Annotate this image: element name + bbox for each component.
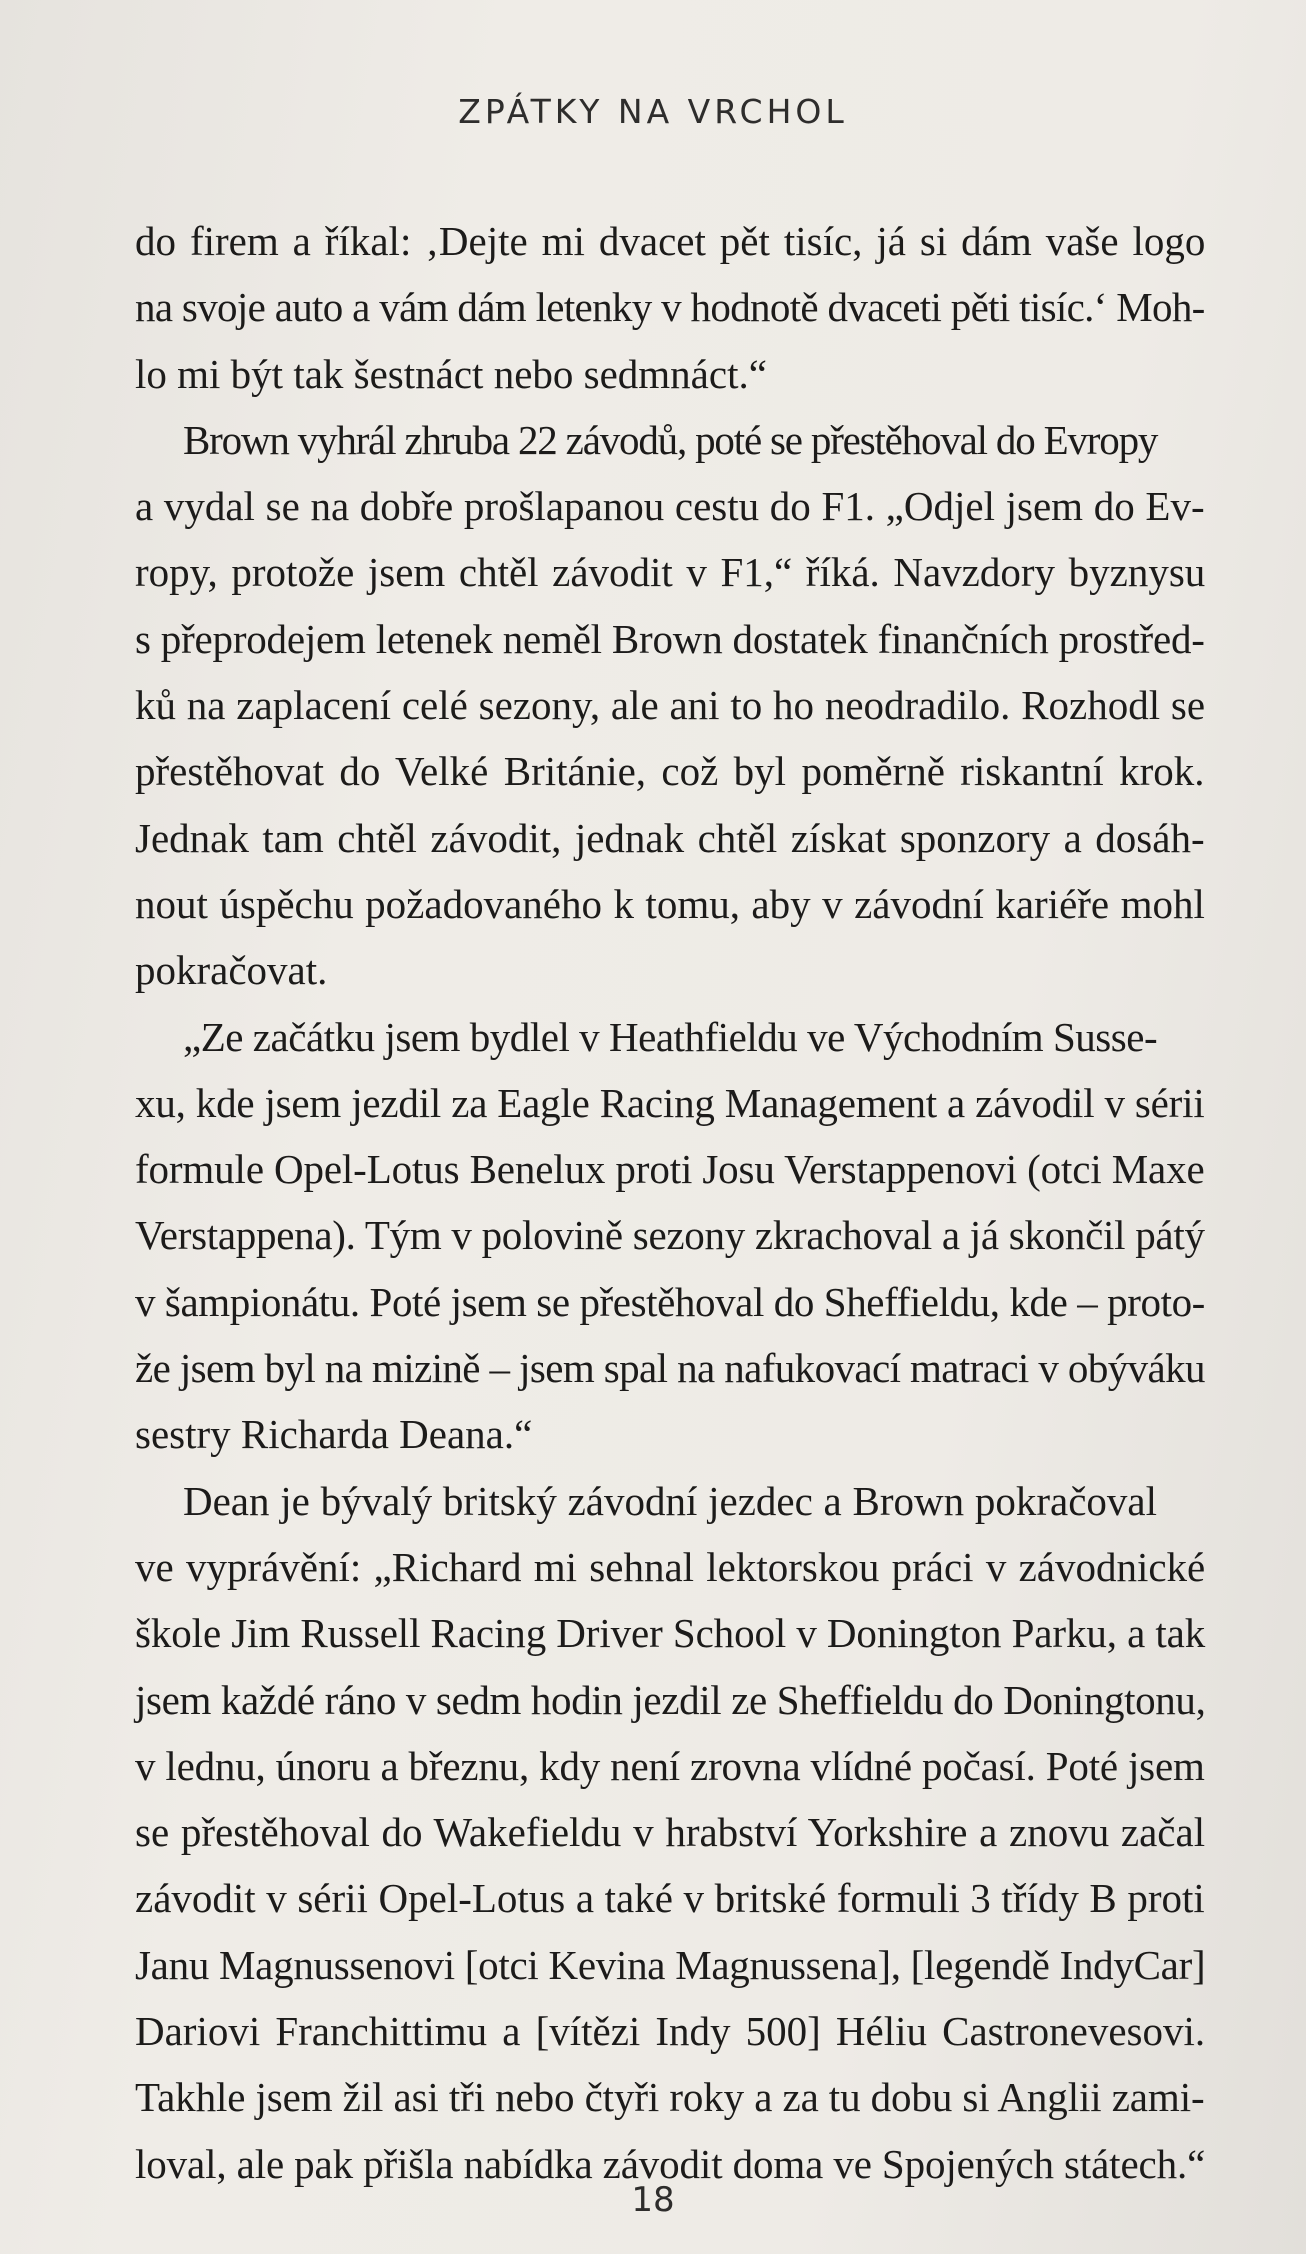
text-line: na svoje auto a vám dám letenky v hodnotě dvaceti pěti tisíc.‘ Moh- (135, 284, 1205, 331)
text-line: do firem a říkal: ‚Dejte mi dvacet pět tisíc, já si dám vaše logo (135, 218, 1206, 264)
text-line: s přeprodejem letenek neměl Brown dostatek finančních prostřed- (135, 615, 1205, 662)
text-line: nout úspěchu požadovaného k tomu, aby v závodní kariéře mohl (135, 880, 1205, 927)
text-line: v šampionátu. Poté jsem se přestěhoval do Sheffieldu, kde – proto- (135, 1278, 1205, 1325)
text-line: Janu Magnussenovi [otci Kevina Magnussena], [legendě IndyCar] (135, 1941, 1206, 1988)
paragraph-4 (135, 1468, 1205, 2197)
paragraph-2 (135, 407, 1205, 1004)
text-line: xu, kde jsem jezdil za Eagle Racing Management a závodil v sérii (135, 1079, 1205, 1126)
text-line: Dean je bývalý britský závodní jezdec a Brown pokračoval (183, 1477, 1157, 1524)
running-head: ZPÁTKY NA VRCHOL (458, 92, 848, 131)
text-line: lo mi být tak šestnáct nebo sedmnáct.“ (135, 350, 767, 397)
paragraph-3 (135, 1004, 1205, 1468)
paragraph-1 (135, 208, 1205, 407)
text-line: ve vyprávění: „Richard mi sehnal lektorskou práci v závodnické (135, 1543, 1206, 1590)
text-line: formule Opel-Lotus Benelux proti Josu Verstappenovi (otci Maxe (135, 1146, 1205, 1193)
text-line: a vydal se na dobře prošlapanou cestu do F1. „Odjel jsem do Ev- (135, 483, 1205, 530)
text-line: že jsem byl na mizině – jsem spal na nafukovací matraci v obýváku (135, 1345, 1205, 1392)
text-line: závodit v sérii Opel-Lotus a také v britské formuli 3 třídy B proti (135, 1875, 1205, 1922)
text-line: škole Jim Russell Racing Driver School v Donington Parku, a tak (135, 1610, 1206, 1657)
text-line: ků na zaplacení celé sezony, ale ani to ho neodradilo. Rozhodl se (135, 682, 1206, 729)
text-line: pokračovat. (135, 947, 328, 994)
text-line: Brown vyhrál zhruba 22 závodů, poté se přestěhoval do Evropy (183, 416, 1158, 463)
text-line: přestěhovat do Velké Británie, což byl poměrně riskantní krok. (135, 748, 1205, 795)
text-line: Dariovi Franchittimu a [vítězi Indy 500] Héliu Castronevesovi. (135, 2008, 1206, 2055)
text-line: loval, ale pak přišla nabídka závodit doma ve Spojených státech.“ (135, 2140, 1206, 2187)
text-line: „Ze začátku jsem bydlel v Heathfieldu ve Východním Susse- (183, 1013, 1158, 1060)
text-line: ropy, protože jsem chtěl závodit v F1,“ říká. Navzdory byznysu (135, 549, 1206, 596)
text-line: Verstappena). Tým v polovině sezony zkrachoval a já skončil pátý (135, 1212, 1205, 1259)
text-line: Takhle jsem žil asi tři nebo čtyři roky a za tu dobu si Anglii zami- (135, 2074, 1205, 2121)
text-line: se přestěhoval do Wakefieldu v hrabství Yorkshire a znovu začal (135, 1809, 1206, 1856)
text-line: sestry Richarda Deana.“ (135, 1411, 533, 1458)
text-line: Jednak tam chtěl závodit, jednak chtěl získat sponzory a dosáh- (135, 814, 1205, 861)
page-number: 18 (631, 2180, 675, 2220)
body-text (135, 208, 1205, 2197)
text-line: jsem každé ráno v sedm hodin jezdil ze Sheffieldu do Doningtonu, (135, 1676, 1206, 1723)
text-line: v lednu, únoru a březnu, kdy není zrovna vlídné počasí. Poté jsem (135, 1742, 1205, 1789)
